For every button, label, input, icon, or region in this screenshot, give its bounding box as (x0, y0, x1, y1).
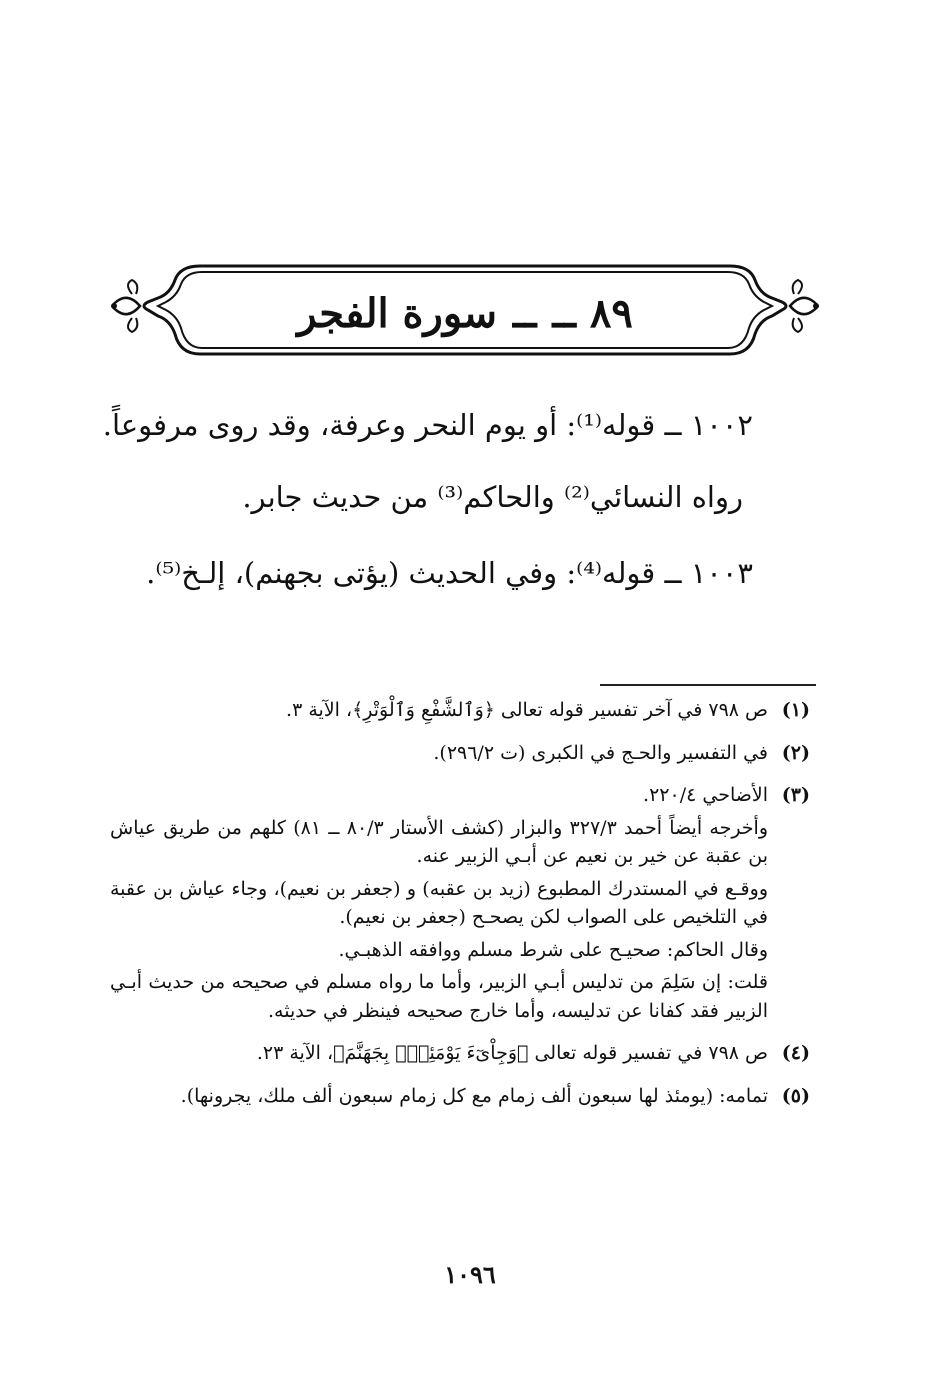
entry-1002-continuation: رواه النسائي⁽²⁾ والحاكم⁽³⁾ من حديث جابر. (242, 480, 743, 514)
footnote-line: وقال الحاكم: صحيـح على شرط مسلم ووافقه الذهبـي. (338, 938, 768, 961)
footnote-text (110, 739, 768, 772)
footnote-text (110, 781, 768, 1029)
footnote-line: ص ٧٩٨ في آخر تفسير قوله تعالى ﴿وَٱلشَّفْعِ وَٱلْوَتْرِ﴾، الآية ٣. (286, 699, 768, 721)
page-number: ١٠٩٦ (444, 1260, 496, 1289)
entry-1002: ١٠٠٢ ــ قوله⁽¹⁾: أو يوم النحر وعرفة، وقد روى مرفوعاً. (102, 408, 753, 442)
footnote-line: الأضاحي ٢٢٠/٤. (643, 784, 768, 806)
footnote-number: (٣) (781, 784, 810, 806)
footnote-line: ووقـع في المستدرك المطبوع (زيد بن عقبه) و (جعفر بن نعيم)، وجاء عياش بن عقبة في التلخيص على الصواب لكن يصحـح (جعفر بن نعيم). (110, 877, 768, 928)
footnote-divider (600, 684, 816, 686)
footnote-line: قلت: إن سَلِمَ من تدليس أبـي الزبير، وأما ما رواه مسلم في صحيحه من حديث أبـي الزبير فقد كفانا عن تدليسه، وأما خارج صحيحه فينظر في حديثه. (110, 971, 768, 1022)
title-separator: ــ (513, 289, 537, 337)
surah-number: ٨٩ ــ (552, 289, 633, 337)
footnote-number: (١) (781, 699, 810, 721)
footnote-text (110, 1039, 768, 1072)
footnote-1 (110, 696, 810, 729)
footnote-number: (٤) (781, 1042, 810, 1064)
footnote-number: (٥) (781, 1084, 810, 1107)
footnote-text (110, 696, 768, 729)
footnote-line: تمامه: (يومئذ لها سبعون ألف زمام مع كل زمام سبعون ألف ملك، يجرونها). (180, 1084, 768, 1107)
footnote-5 (110, 1082, 810, 1115)
surah-name: سورة الفجر (297, 289, 498, 337)
footnote-3 (110, 781, 810, 1029)
footnote-line: في التفسير والحـج في الكبرى (ت ٢٩٦/٢). (433, 741, 768, 764)
footnote-line: ص ٧٩٨ في تفسير قوله تعالى ﴿وَجِاْىٓءَ يَوْمَئِذٍۭ بِجَهَنَّمَ﴾، الآية ٢٣. (256, 1042, 768, 1064)
footnote-line: وأخرجه أيضاً أحمد ٣٢٧/٣ والبزار (كشف الأستار ٨٠/٣ ــ ٨١) كلهم من طريق عياش بن عقبة عن خير بن نعيم عن أبـي الزبير عنه. (110, 816, 768, 867)
footnote-2 (110, 739, 810, 772)
footnote-number: (٢) (781, 741, 810, 764)
footnote-4 (110, 1039, 810, 1072)
footnote-text (110, 1082, 768, 1115)
footnotes (110, 696, 810, 1124)
entry-1003: ١٠٠٣ ــ قوله⁽⁴⁾: وفي الحديث (يؤتى بجهنم)، إلـخ⁽⁵⁾. (146, 556, 753, 590)
chapter-title (120, 270, 810, 356)
